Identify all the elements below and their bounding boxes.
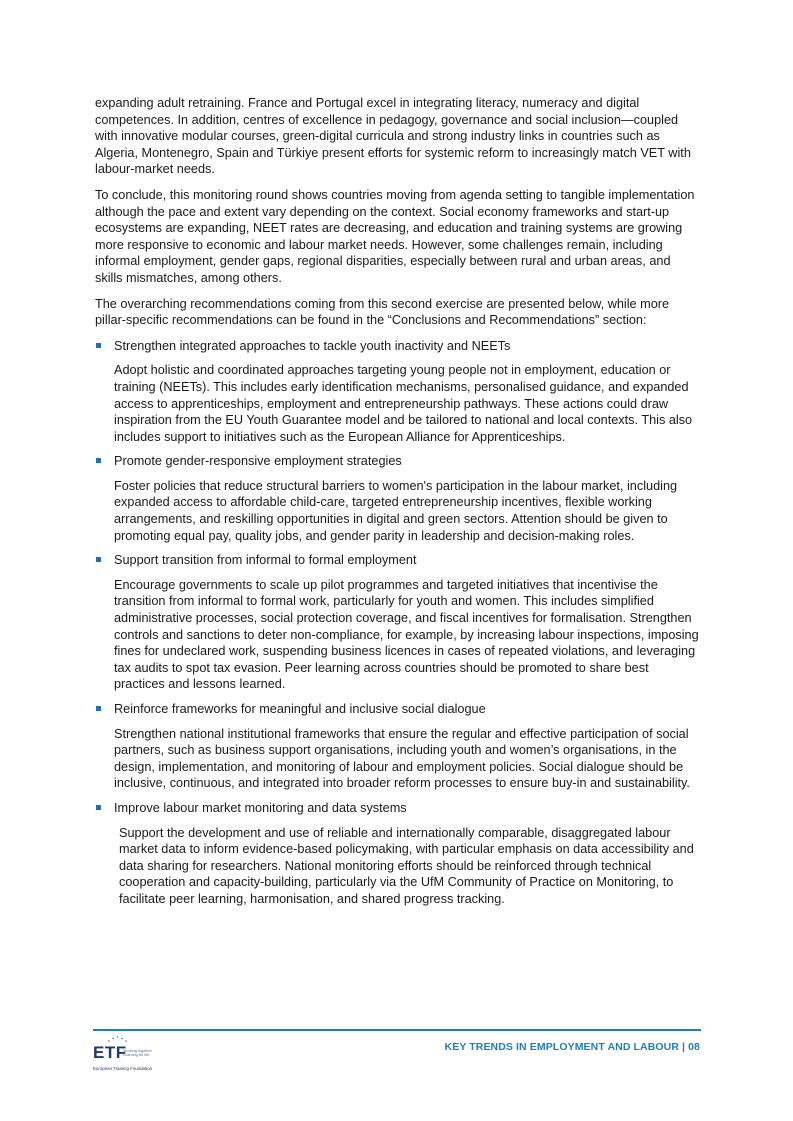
- recommendation-heading: [95, 701, 700, 718]
- paragraph-recommendations-intro: The overarching recommendations coming from this second exercise are presented below, while more pillar-specific recommendations can be found in the “Conclusions and Recommendations” section:: [95, 296, 670, 328]
- recommendation-heading-text: Strengthen integrated approaches to tackle youth inactivity and NEETs: [114, 338, 511, 353]
- recommendation-body: Foster policies that reduce structural barriers to women's participation in the labour market, including expanded access to affordable child-care, targeted entrepreneurship incentives, flexible working arrangements, and reskilling opportunities in digital and green sectors. Attention should be given to promoting equal pay, quality jobs, and gender parity in leadership and decision-making roles.: [114, 478, 678, 543]
- recommendation-heading: [95, 552, 700, 569]
- recommendation-heading-text: Support transition from informal to formal employment: [114, 553, 417, 568]
- footer-divider: [93, 1029, 701, 1031]
- stars-icon: [107, 1035, 129, 1043]
- logo-wordmark: ETF: [93, 1043, 127, 1062]
- list-item: [95, 338, 700, 446]
- list-item: [95, 552, 700, 693]
- recommendations-list: [95, 338, 700, 908]
- etf-logo: [93, 1035, 173, 1075]
- recommendation-heading-text: Improve labour market monitoring and data systems: [114, 800, 407, 815]
- page-content: [95, 95, 700, 916]
- recommendation-heading: [95, 338, 700, 355]
- square-bullet-icon: [96, 706, 101, 711]
- square-bullet-icon: [96, 557, 101, 562]
- recommendation-heading-text: Promote gender-responsive employment strategies: [114, 454, 402, 469]
- recommendation-body: Strengthen national institutional frameworks that ensure the regular and effective participation of social partners, such as business support organisations, including youth and women’s organisations, in the design, implementation, and monitoring of labour and employment policies. Social dialogue should be inclusive, continuous, and integrated into broader reform processes to ensure buy-in and sustainability.: [114, 726, 690, 791]
- paragraph-adult-retraining: expanding adult retraining. France and Portugal excel in integrating literacy, numeracy and digital competences. In addition, centres of excellence in pedagogy, governance and social inclusion—coupled with innovative modular courses, green-digital curricula and strong industry links in countries such as Algeria, Montenegro, Spain and Türkiye present efforts for systemic reform to increasingly match VET with labour-market needs.: [95, 96, 691, 177]
- list-item: [95, 701, 700, 792]
- recommendation-heading-text: Reinforce frameworks for meaningful and inclusive social dialogue: [114, 702, 486, 716]
- recommendation-body: Support the development and use of reliable and internationally comparable, disaggregated labour market data to inform evidence-based policymaking, with particular emphasis on data accessibility and data sharing for researchers. National monitoring efforts should be reinforced through technical cooperation and capacity-building, particularly via the UfM Community of Practice on Monitoring, to facilitate peer learning, harmonisation, and shared progress tracking.: [119, 825, 694, 906]
- recommendation-heading: [95, 453, 700, 470]
- square-bullet-icon: [96, 343, 101, 348]
- footer-title: KEY TRENDS IN EMPLOYMENT AND LABOUR | 08: [444, 1041, 700, 1053]
- recommendation-body: Encourage governments to scale up pilot programmes and targeted initiatives that incentivise the transition from informal to formal work, particularly for youth and women. This includes simplified administrative processes, social protection coverage, and fiscal incentives for formalisation. Strengthen controls and sanctions to deter non-compliance, for example, by increasing labour inspections, imposing fines for undeclared work, suspending business licences in cases of repeated violations, and leveraging tax audits to spot tax evasion. Peer learning across countries should be promoted to share best practices and lessons learned.: [114, 577, 699, 692]
- list-item: [95, 800, 700, 908]
- recommendation-body: Adopt holistic and coordinated approaches targeting young people not in employment, education or training (NEETs). This includes early identification mechanisms, personalised guidance, and expanded access to apprenticeships, employment and entrepreneurship pathways. These actions could draw inspiration from the EU Youth Guarantee model and be tailored to national and local contexts. This also includes support to initiatives such as the European Alliance for Apprenticeships.: [114, 363, 693, 444]
- list-item: [95, 453, 700, 544]
- recommendation-heading: [95, 800, 700, 817]
- square-bullet-icon: [96, 458, 101, 463]
- logo-tagline: Working together Learning for life: [123, 1049, 152, 1058]
- square-bullet-icon: [96, 805, 101, 810]
- logo-subtitle: European Training Foundation: [93, 1066, 153, 1071]
- paragraph-conclusion: To conclude, this monitoring round shows countries moving from agenda setting to tangible implementation although the pace and extent vary depending on the context. Social economy frameworks and start-up ecosystems are expanding, NEET rates are decreasing, and education and training systems are growing more responsive to economic and labour market needs. However, some challenges remain, including informal employment, gender gaps, regional disparities, especially between rural and urban areas, and skills mismatches, among others.: [95, 187, 695, 285]
